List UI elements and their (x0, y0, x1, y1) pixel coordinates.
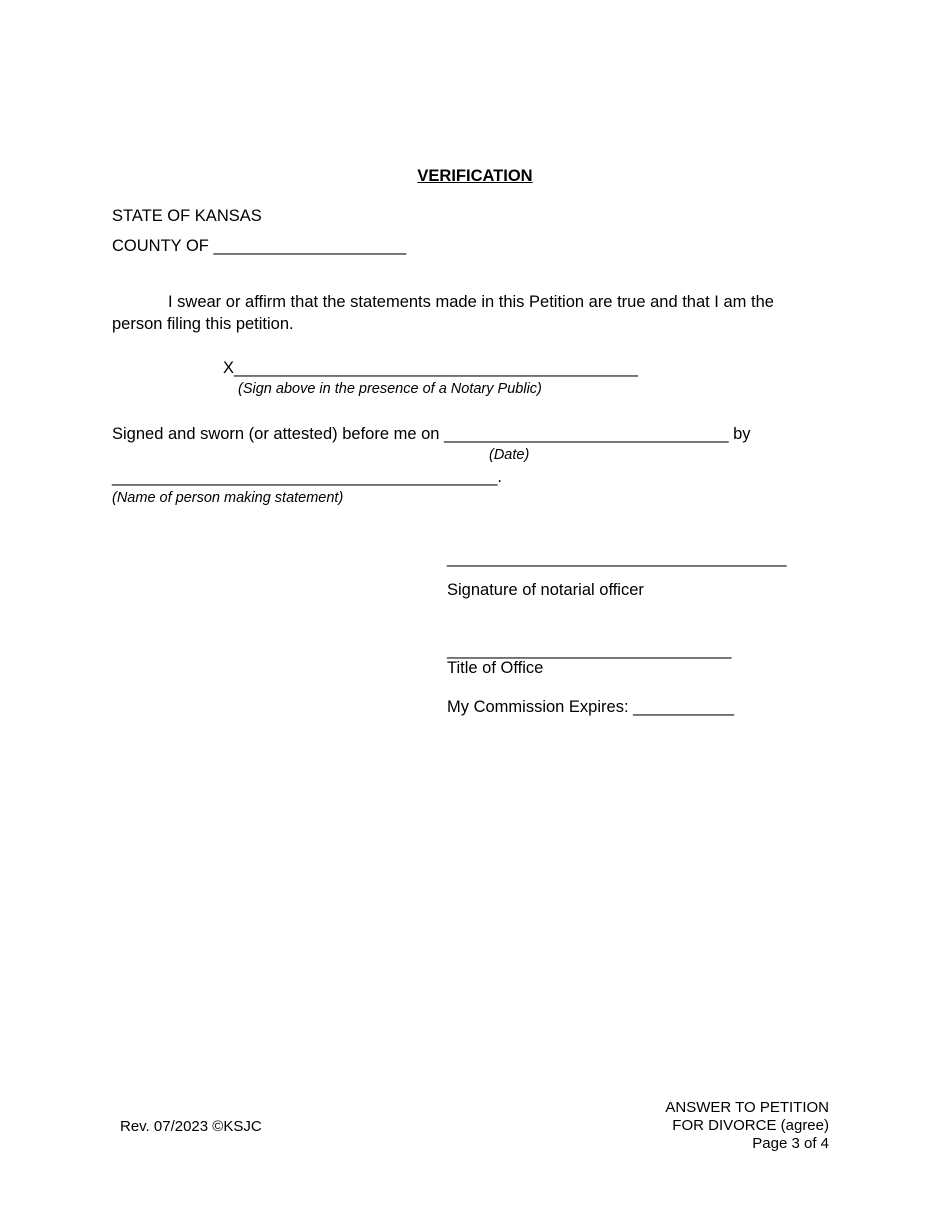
state-line: STATE OF KANSAS (112, 207, 262, 225)
signature-caption: (Sign above in the presence of a Notary Public) (238, 381, 542, 397)
footer-form-info (665, 1099, 829, 1153)
sworn-line: Signed and sworn (or attested) before me on _______________________________ by (112, 425, 751, 443)
commission-expires-line: My Commission Expires: ___________ (447, 698, 735, 716)
footer-form-name-line2: FOR DIVORCE (agree) (672, 1117, 829, 1134)
county-line: COUNTY OF _____________________ (112, 237, 407, 255)
title-office-line: _______________________________ (447, 641, 732, 659)
notary-signature-line: _____________________________________ (447, 549, 787, 567)
footer-revision: Rev. 07/2023 ©KSJC (120, 1118, 262, 1135)
title-office-label: Title of Office (447, 659, 544, 677)
footer-form-name-line1: ANSWER TO PETITION (665, 1099, 829, 1116)
notary-signature-label: Signature of notarial officer (447, 581, 644, 599)
document-title: VERIFICATION (417, 167, 533, 185)
oath-paragraph: I swear or affirm that the statements made in this Petition are true and that I am the person filing this petition. (112, 293, 774, 333)
name-line: __________________________________________. (112, 468, 502, 486)
applicant-signature-line: X____________________________________________ (223, 359, 638, 377)
date-caption: (Date) (489, 447, 530, 463)
footer-page-number: Page 3 of 4 (752, 1135, 829, 1152)
name-caption: (Name of person making statement) (112, 490, 344, 506)
